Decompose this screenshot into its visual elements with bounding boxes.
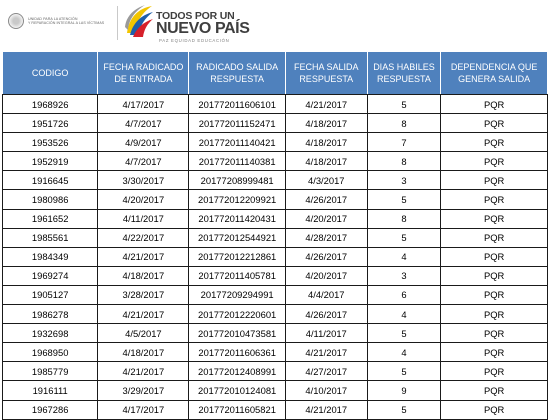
table-row	[3, 400, 548, 419]
table-row	[3, 209, 548, 228]
gov-logo-line: UNIDAD PARA LA ATENCIÓN	[28, 16, 78, 21]
cell-fecha-salida: 4/20/2017	[285, 209, 367, 228]
cell-fecha-salida: 4/20/2017	[285, 266, 367, 285]
cell-dependencia: PQR	[441, 95, 548, 114]
cell-dias-habiles: 4	[367, 305, 441, 324]
cell-fecha-salida: 4/10/2017	[285, 381, 367, 400]
cell-radicado-salida: 20177208999481	[189, 171, 285, 190]
brand-swoosh-icon	[123, 3, 155, 43]
cell-fecha-radicado: 4/7/2017	[98, 114, 189, 133]
table-row	[3, 343, 548, 362]
cell-codigo: 1980986	[3, 190, 98, 209]
government-logo	[8, 8, 116, 34]
cell-dependencia: PQR	[441, 171, 548, 190]
government-logo-text	[28, 17, 104, 26]
cell-fecha-salida: 4/26/2017	[285, 190, 367, 209]
cell-dias-habiles: 9	[367, 381, 441, 400]
cell-radicado-salida: 201772012408991	[189, 362, 285, 381]
table-row	[3, 152, 548, 171]
cell-dependencia: PQR	[441, 343, 548, 362]
cell-fecha-radicado: 4/18/2017	[98, 343, 189, 362]
cell-fecha-salida: 4/27/2017	[285, 362, 367, 381]
cell-fecha-radicado: 4/22/2017	[98, 228, 189, 247]
cell-dias-habiles: 5	[367, 95, 441, 114]
cell-radicado-salida: 201772011140421	[189, 133, 285, 152]
table-row	[3, 114, 548, 133]
cell-codigo: 1932698	[3, 324, 98, 343]
cell-radicado-salida: 201772011605821	[189, 400, 285, 419]
cell-fecha-radicado: 3/30/2017	[98, 171, 189, 190]
cell-fecha-radicado: 4/21/2017	[98, 305, 189, 324]
cell-fecha-salida: 4/26/2017	[285, 305, 367, 324]
cell-dependencia: PQR	[441, 114, 548, 133]
cell-dependencia: PQR	[441, 133, 548, 152]
column-header-fecha-radicado: FECHA RADICADO DE ENTRADA	[98, 52, 189, 95]
table-row	[3, 266, 548, 285]
table-body	[3, 95, 548, 420]
cell-fecha-salida: 4/21/2017	[285, 95, 367, 114]
column-header-dias-habiles: DIAS HABILES RESPUESTA	[367, 52, 441, 95]
table-row	[3, 133, 548, 152]
column-header-dependencia: DEPENDENCIA QUE GENERA SALIDA	[441, 52, 548, 95]
table-row	[3, 324, 548, 343]
table-header-row	[3, 52, 548, 95]
cell-dependencia: PQR	[441, 228, 548, 247]
cell-fecha-salida: 4/4/2017	[285, 285, 367, 304]
cell-fecha-radicado: 4/11/2017	[98, 209, 189, 228]
cell-radicado-salida: 201772011152471	[189, 114, 285, 133]
cell-fecha-salida: 4/3/2017	[285, 171, 367, 190]
brand-logo	[123, 3, 250, 45]
table-row	[3, 171, 548, 190]
cell-codigo: 1985779	[3, 362, 98, 381]
cell-dependencia: PQR	[441, 381, 548, 400]
cell-dias-habiles: 4	[367, 343, 441, 362]
cell-radicado-salida: 201772012544921	[189, 228, 285, 247]
cell-radicado-salida: 201772010473581	[189, 324, 285, 343]
cell-fecha-salida: 4/18/2017	[285, 152, 367, 171]
cell-codigo: 1961652	[3, 209, 98, 228]
brand-tagline: PAZ EQUIDAD EDUCACIÓN	[159, 38, 230, 43]
cell-codigo: 1984349	[3, 247, 98, 266]
cell-dias-habiles: 3	[367, 266, 441, 285]
cell-fecha-salida: 4/18/2017	[285, 133, 367, 152]
table-row	[3, 305, 548, 324]
cell-codigo: 1953526	[3, 133, 98, 152]
cell-dias-habiles: 8	[367, 209, 441, 228]
column-header-codigo: CODIGO	[3, 52, 98, 95]
cell-fecha-radicado: 4/9/2017	[98, 133, 189, 152]
table-row	[3, 247, 548, 266]
cell-fecha-radicado: 4/18/2017	[98, 266, 189, 285]
cell-fecha-radicado: 4/20/2017	[98, 190, 189, 209]
cell-dias-habiles: 8	[367, 152, 441, 171]
cell-fecha-salida: 4/28/2017	[285, 228, 367, 247]
cell-radicado-salida: 201772012220601	[189, 305, 285, 324]
cell-codigo: 1985561	[3, 228, 98, 247]
cell-fecha-radicado: 4/7/2017	[98, 152, 189, 171]
header-divider	[117, 6, 118, 40]
cell-dias-habiles: 6	[367, 285, 441, 304]
cell-codigo: 1916645	[3, 171, 98, 190]
cell-radicado-salida: 201772011606361	[189, 343, 285, 362]
cell-radicado-salida: 201772012212861	[189, 247, 285, 266]
cell-fecha-radicado: 3/29/2017	[98, 381, 189, 400]
cell-dependencia: PQR	[441, 305, 548, 324]
cell-codigo: 1968926	[3, 95, 98, 114]
cell-dependencia: PQR	[441, 400, 548, 419]
cell-radicado-salida: 201772010124081	[189, 381, 285, 400]
brand-line-2: NUEVO PAÍS	[156, 20, 250, 37]
cell-dias-habiles: 7	[367, 133, 441, 152]
cell-dependencia: PQR	[441, 362, 548, 381]
cell-radicado-salida: 201772012209921	[189, 190, 285, 209]
cell-codigo: 1986278	[3, 305, 98, 324]
cell-radicado-salida: 201772011140381	[189, 152, 285, 171]
cell-dependencia: PQR	[441, 190, 548, 209]
responses-table	[2, 51, 548, 420]
cell-dependencia: PQR	[441, 266, 548, 285]
cell-dias-habiles: 5	[367, 228, 441, 247]
cell-codigo: 1951726	[3, 114, 98, 133]
cell-dias-habiles: 5	[367, 362, 441, 381]
cell-radicado-salida: 201772011405781	[189, 266, 285, 285]
cell-dias-habiles: 3	[367, 171, 441, 190]
cell-codigo: 1952919	[3, 152, 98, 171]
cell-radicado-salida: 201772011420431	[189, 209, 285, 228]
gov-logo-line: Y REPARACIÓN INTEGRAL A LAS VÍCTIMAS	[28, 21, 105, 25]
cell-radicado-salida: 20177209294991	[189, 285, 285, 304]
cell-dependencia: PQR	[441, 209, 548, 228]
cell-codigo: 1969274	[3, 266, 98, 285]
cell-dependencia: PQR	[441, 152, 548, 171]
cell-dependencia: PQR	[441, 247, 548, 266]
cell-dias-habiles: 5	[367, 400, 441, 419]
table-row	[3, 362, 548, 381]
cell-radicado-salida: 20177201160610​1	[189, 95, 285, 114]
cell-fecha-salida: 4/21/2017	[285, 400, 367, 419]
document-header	[0, 0, 560, 50]
cell-fecha-radicado: 4/17/2017	[98, 400, 189, 419]
table-row	[3, 190, 548, 209]
cell-fecha-radicado: 4/5/2017	[98, 324, 189, 343]
coat-of-arms-icon	[8, 13, 24, 29]
column-header-radicado-salida: RADICADO SALIDA RESPUESTA	[189, 52, 285, 95]
cell-dependencia: PQR	[441, 285, 548, 304]
cell-fecha-salida: 4/18/2017	[285, 114, 367, 133]
cell-fecha-radicado: 4/17/2017	[98, 95, 189, 114]
cell-fecha-radicado: 4/21/2017	[98, 247, 189, 266]
cell-codigo: 1905127	[3, 285, 98, 304]
cell-fecha-radicado: 3/28/2017	[98, 285, 189, 304]
column-header-fecha-salida: FECHA SALIDA RESPUESTA	[285, 52, 367, 95]
cell-codigo: 1916111	[3, 381, 98, 400]
table-row	[3, 95, 548, 114]
table-row	[3, 228, 548, 247]
cell-dias-habiles: 5	[367, 324, 441, 343]
cell-dias-habiles: 4	[367, 247, 441, 266]
table-row	[3, 381, 548, 400]
cell-fecha-salida: 4/26/2017	[285, 247, 367, 266]
cell-dias-habiles: 5	[367, 190, 441, 209]
cell-dias-habiles: 8	[367, 114, 441, 133]
cell-dependencia: PQR	[441, 324, 548, 343]
cell-fecha-salida: 4/21/2017	[285, 343, 367, 362]
cell-codigo: 1968950	[3, 343, 98, 362]
cell-fecha-radicado: 4/21/2017	[98, 362, 189, 381]
cell-fecha-salida: 4/11/2017	[285, 324, 367, 343]
cell-codigo: 1967286	[3, 400, 98, 419]
table-row	[3, 285, 548, 304]
brand-line-1: TODOS POR UN	[156, 10, 235, 22]
